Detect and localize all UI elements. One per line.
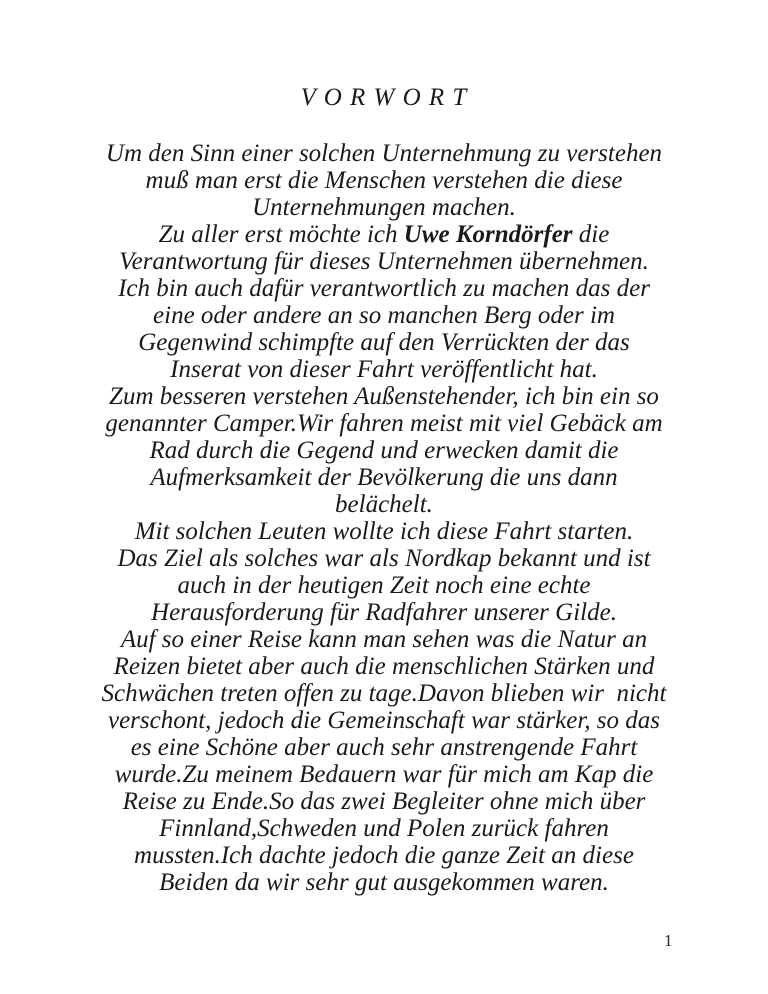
text-segment: es eine Schöne aber auch sehr anstrengende Fahrt xyxy=(130,734,638,761)
text-segment: verschont, jedoch die Gemeinschaft war stärker, so das xyxy=(107,707,660,734)
text-line xyxy=(54,437,714,464)
text-line xyxy=(54,842,714,869)
text-segment: muß man erst die Menschen verstehen die diese xyxy=(145,167,623,194)
text-line xyxy=(54,167,714,194)
document-body xyxy=(54,140,714,896)
text-segment: Reise zu Ende.So das zwei Begleiter ohne mich über xyxy=(122,788,646,815)
text-line xyxy=(54,194,714,221)
text-line xyxy=(54,815,714,842)
text-line xyxy=(54,464,714,491)
text-segment: Auf so einer Reise kann man sehen was die Natur an xyxy=(120,626,648,653)
text-line xyxy=(54,599,714,626)
text-segment: Zum besseren verstehen Außenstehender, ich bin ein so xyxy=(109,383,659,410)
text-segment: Finnland,Schweden und Polen zurück fahren xyxy=(159,815,609,842)
page-title: V O R W O R T xyxy=(300,84,468,111)
text-segment: die xyxy=(572,221,610,248)
text-line xyxy=(54,221,714,248)
text-line xyxy=(54,734,714,761)
text-line xyxy=(54,869,714,896)
text-line xyxy=(54,626,714,653)
text-segment: Beiden da wir sehr gut ausgekommen waren. xyxy=(159,869,609,896)
text-segment: Um den Sinn einer solchen Unternehmung zu verstehen xyxy=(105,140,663,167)
text-segment: Aufmerksamkeit der Bevölkerung die uns dann xyxy=(150,464,618,491)
text-segment: Ich bin auch dafür verantwortlich zu machen das der xyxy=(118,275,650,302)
text-line xyxy=(54,491,714,518)
text-segment: Unternehmungen machen. xyxy=(252,194,516,221)
text-segment: belächelt. xyxy=(335,491,433,518)
text-line xyxy=(54,545,714,572)
text-line xyxy=(54,302,714,329)
text-line xyxy=(54,653,714,680)
text-segment: Gegenwind schimpfte auf den Verrückten der das xyxy=(138,329,630,356)
text-segment: Reizen bietet aber auch die menschlichen Stärken und xyxy=(113,653,655,680)
page-number: 1 xyxy=(664,931,673,950)
text-line xyxy=(54,707,714,734)
text-line xyxy=(54,572,714,599)
text-segment: Verantwortung für dieses Unternehmen übernehmen. xyxy=(119,248,649,275)
text-segment: Mit solchen Leuten wollte ich diese Fahrt starten. xyxy=(134,518,634,545)
text-line xyxy=(54,248,714,275)
text-line xyxy=(54,140,714,167)
text-line xyxy=(54,356,714,383)
text-segment: wurde.Zu meinem Bedauern war für mich am Kap die xyxy=(114,761,654,788)
text-segment: Zu aller erst möchte ich xyxy=(158,221,404,248)
text-segment: mussten.Ich dachte jedoch die ganze Zeit an diese xyxy=(134,842,634,869)
text-segment: Inserat von dieser Fahrt veröffentlicht hat. xyxy=(170,356,598,383)
text-line xyxy=(54,680,714,707)
text-line xyxy=(54,761,714,788)
text-segment: Herausforderung für Radfahrer unserer Gilde. xyxy=(151,599,617,626)
text-line xyxy=(54,410,714,437)
text-segment: Schwächen treten offen zu tage.Davon blieben wir nicht xyxy=(101,680,667,707)
document-content xyxy=(54,84,714,896)
text-segment: Das Ziel als solches war als Nordkap bekannt und ist xyxy=(117,545,651,572)
text-line xyxy=(54,788,714,815)
text-line xyxy=(54,383,714,410)
text-segment: Rad durch die Gegend und erwecken damit die xyxy=(149,437,619,464)
bold-text-segment: Uwe Korndörfer xyxy=(403,221,573,248)
text-segment: genannter Camper.Wir fahren meist mit viel Gebäck am xyxy=(105,410,663,437)
text-segment: eine oder andere an so manchen Berg oder im xyxy=(153,302,615,329)
text-line xyxy=(54,518,714,545)
text-line xyxy=(54,329,714,356)
text-line xyxy=(54,275,714,302)
text-segment: auch in der heutigen Zeit noch eine echte xyxy=(177,572,591,599)
